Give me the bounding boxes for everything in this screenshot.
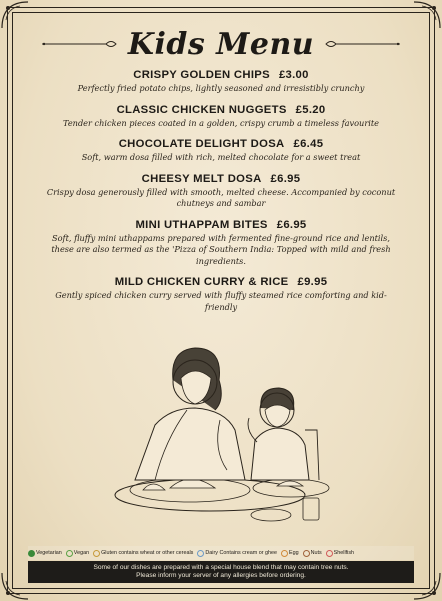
- legend-item: [197, 550, 277, 557]
- legend-label: Nuts: [310, 550, 322, 556]
- menu-item-description: Crispy dosa generously filled with smooth, melted cheese. Accompanied by coconut chutneys and sambar: [46, 186, 396, 208]
- menu-item-description: Soft, fluffy mini uthappams prepared with fermented fine-ground rice and lentils, these are also termed as the 'Pizza of Southern India: Topped with mild and fresh ingredients.: [51, 232, 391, 266]
- nut-icon: [303, 550, 310, 557]
- mother-child-illustration: [95, 330, 355, 530]
- legend-label: Shellfish: [333, 550, 355, 556]
- menu-item-name: CHEESY MELT DOSA: [141, 172, 262, 185]
- title-row: [0, 24, 442, 64]
- menu-item-description: Tender chicken pieces coated in a golden, crispy crumb a timeless favourite: [63, 117, 379, 128]
- menu-item-heading: [40, 218, 402, 233]
- menu-item-description: Gently spiced chicken curry served with fluffy steamed rice comforting and kid-friendly: [55, 290, 387, 312]
- menu-item-price: £6.95: [276, 218, 307, 231]
- flourish-right-icon: [324, 37, 402, 51]
- milk-icon: [197, 550, 204, 557]
- shellfish-icon: [326, 550, 333, 557]
- menu-item: [40, 218, 402, 268]
- menu-item-heading: [40, 137, 402, 152]
- menu-list: [40, 68, 402, 321]
- legend-label: Vegan: [73, 550, 90, 556]
- legend-label: Gluten contains wheat or other cereals: [101, 550, 194, 556]
- menu-item: [40, 137, 402, 164]
- allergy-notice: [28, 561, 414, 583]
- menu-item-name: CHOCOLATE DELIGHT DOSA: [118, 138, 285, 150]
- menu-item-price: £5.20: [295, 103, 326, 116]
- legend-item: [28, 550, 62, 557]
- corner-ornament-icon: [0, 571, 30, 601]
- egg-icon: [281, 550, 288, 557]
- menu-item-heading: [40, 68, 402, 83]
- legend-label: Dairy Contains cream or ghee: [205, 550, 277, 556]
- menu-item: [40, 103, 402, 130]
- legend-item: [281, 550, 299, 557]
- menu-item-description: Soft, warm dosa filled with rich, melted chocolate for a sweet treat: [81, 152, 361, 162]
- menu-item: [40, 275, 402, 313]
- menu-item-name: CLASSIC CHICKEN NUGGETS: [116, 103, 287, 116]
- menu-item: [40, 172, 402, 210]
- vegan-icon: [66, 550, 73, 557]
- allergy-notice-line-2: Please inform your server of any allergies before ordering.: [136, 572, 306, 579]
- menu-item-price: £6.95: [270, 172, 301, 185]
- legend-item: [303, 550, 322, 557]
- legend-item: [93, 550, 193, 557]
- corner-ornament-icon: [412, 571, 442, 601]
- menu-item-price: £3.00: [278, 69, 309, 81]
- legend-label: Vegetarian: [36, 550, 62, 556]
- menu-item-description: Perfectly fried potato chips, lightly seasoned and irresistibly crunchy: [77, 83, 365, 93]
- wheat-icon: [93, 550, 100, 557]
- legend-item: [326, 550, 354, 557]
- menu-item-heading: [40, 172, 402, 187]
- menu-item-heading: [40, 275, 402, 290]
- menu-item-heading: [40, 103, 402, 118]
- menu-item-name: MILD CHICKEN CURRY & RICE: [114, 276, 289, 288]
- leaf-icon: [28, 550, 35, 557]
- flourish-left-icon: [40, 37, 118, 51]
- menu-item-price: £6.45: [293, 138, 324, 150]
- legend-label: Egg: [288, 550, 299, 556]
- menu-item-price: £9.95: [297, 276, 328, 288]
- legend-item: [66, 550, 89, 557]
- allergen-legend: [28, 546, 414, 560]
- menu-item-name: CRISPY GOLDEN CHIPS: [133, 69, 270, 81]
- allergy-notice-line-1: Some of our dishes are prepared with a special house blend that may contain tree nuts.: [93, 563, 349, 571]
- menu-item-name: MINI UTHAPPAM BITES: [135, 218, 268, 231]
- menu-item: [40, 68, 402, 95]
- page-title: Kids Menu: [127, 26, 315, 62]
